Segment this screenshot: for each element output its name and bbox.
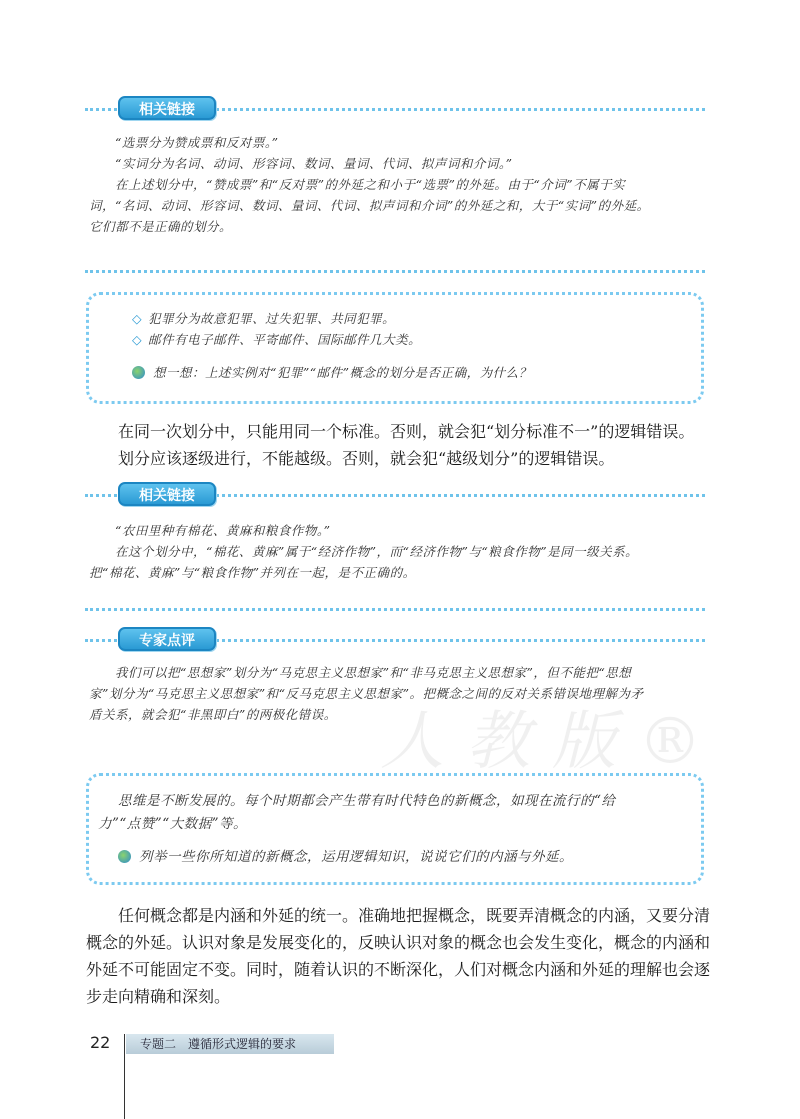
section-divider	[85, 270, 705, 273]
related-link-tag: 相关链接	[118, 482, 216, 506]
related-link-text: “选票分为赞成票和反对票。” “实词分为名词、动词、形容词、数词、量词、代词、拟声词和介词。” 在上述划分中，“赞成票”和“反对票”的外延之和小于“选票”的外延。由于“介词”不属于实 词，“名词、动词、形容词、数词、量词、代词、拟声词和介词”的外延之和，大于“实词”的外延。 它们都不是正确的划分。	[89, 135, 650, 234]
related-link-tag: 相关链接	[118, 96, 216, 120]
bulb-icon	[118, 850, 131, 863]
diamond-icon: ◇	[132, 332, 143, 347]
discussion-text: 思维是不断发展的。每个时期都会产生带有时代特色的新概念，如现在流行的“给 力”“点赞”“大数据”等。 列举一些你所知道的新概念，运用逻辑知识，说说它们的内涵与外延。	[118, 790, 688, 869]
diamond-icon: ◇	[132, 311, 143, 326]
list-item: ◇ 邮件有电子邮件、平寄邮件、国际邮件几大类。	[132, 332, 422, 347]
list-item: ◇ 犯罪分为故意犯罪、过失犯罪、共同犯罪。	[132, 311, 396, 326]
footer-rule	[124, 1034, 125, 1119]
main-paragraph: 在同一次划分中，只能用同一个标准。否则，就会犯“划分标准不一”的逻辑错误。 划分应该逐级进行，不能越级。否则，就会犯“越级划分”的逻辑错误。	[118, 422, 695, 468]
chapter-title: 专题二 遵循形式逻辑的要求	[126, 1034, 334, 1054]
page-number: 22	[90, 1033, 111, 1052]
expert-review-text: 我们可以把“思想家”划分为“马克思主义思想家”和“非马克思主义思想家”，但不能把“思想 家”划分为“马克思主义思想家”和“反马克思主义思想家”。把概念之间的反对关系错误地理解为矛 盾关系，就会犯“非黑即白”的两极化错误。	[89, 665, 644, 722]
section-divider	[85, 608, 705, 611]
main-paragraph: 任何概念都是内涵和外延的统一。准确地把握概念，既要弄清概念的内涵，又要分清 概念的外延。认识对象是发展变化的，反映认识对象的概念也会发生变化，概念的内涵和 外延不可能固定不变。同时，随着认识的不断深化，人们对概念内涵和外延的理解也会逐 步走向精确和深刻。	[86, 906, 711, 1006]
example-list	[132, 308, 532, 383]
think-prompt: 列举一些你所知道的新概念，运用逻辑知识，说说它们的内涵与外延。	[118, 846, 688, 869]
expert-review-tag: 专家点评	[118, 627, 216, 651]
bulb-icon	[132, 366, 145, 379]
think-prompt: 想一想：上述实例对“犯罪”“邮件”概念的划分是否正确，为什么？	[132, 362, 532, 383]
related-link-text: “农田里种有棉花、黄麻和粮食作物。” 在这个划分中，“棉花、黄麻”属于“经济作物”，而“经济作物”与“粮食作物”是同一级关系。 把“棉花、黄麻”与“粮食作物”并列在一起，是不正确的。	[89, 523, 639, 580]
publisher-watermark: 人教版®	[380, 705, 724, 779]
